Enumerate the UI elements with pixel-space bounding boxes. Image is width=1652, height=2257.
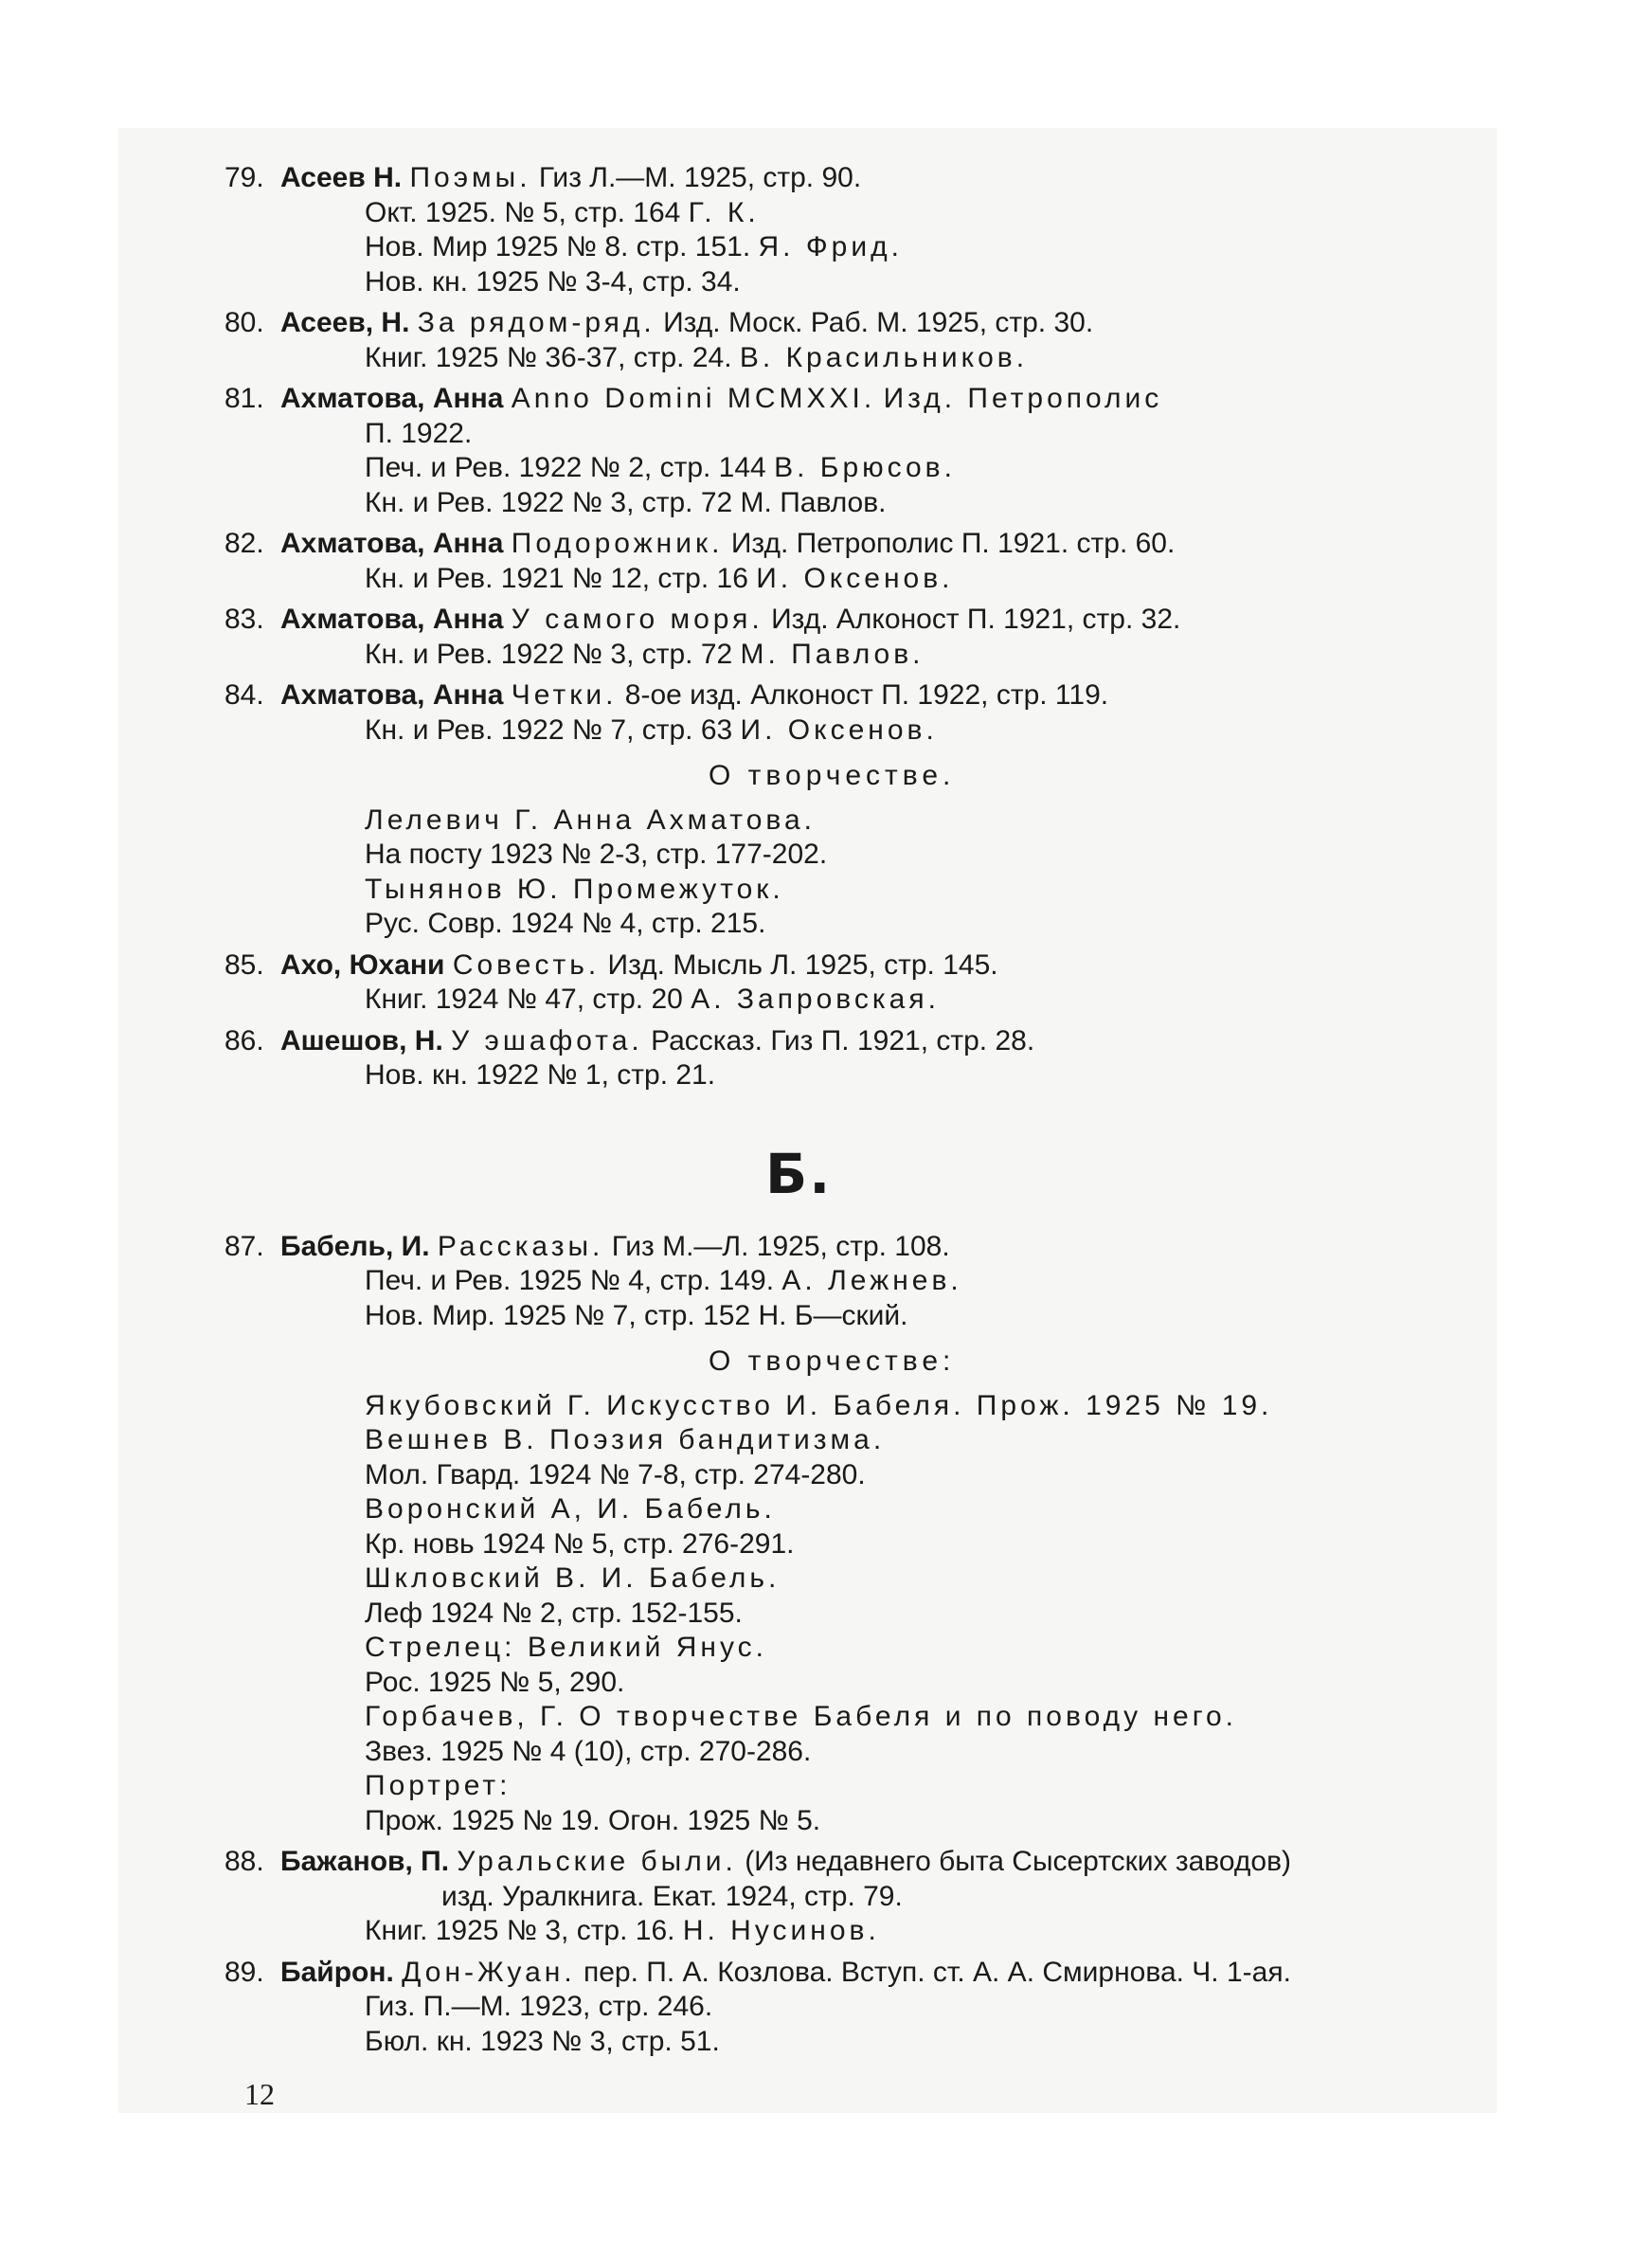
entry-continuation: Гиз. П.—М. 1923, стр. 246. xyxy=(365,1991,713,2022)
entry-84 xyxy=(0,678,1652,748)
work-line: Воронский А, И. Бабель. xyxy=(365,1493,776,1525)
entry-title: Подорожник. xyxy=(511,528,724,559)
entry-head xyxy=(0,527,1652,562)
review-line: Печ. и Рев. 1925 № 4, стр. 149. А. Лежнев. xyxy=(365,1265,962,1296)
review-line: Книг. 1924 № 47, стр. 20 А. Запровская. xyxy=(365,984,940,1015)
entry-number: 86. xyxy=(224,1024,264,1056)
entry-author: Бажанов, П. xyxy=(280,1846,450,1877)
entry-82 xyxy=(0,527,1652,596)
review-line: Книг. 1925 № 3, стр. 16. Н. Нусинов. xyxy=(365,1915,880,1946)
entry-number: 80. xyxy=(224,307,264,338)
entry-86 xyxy=(0,1024,1652,1093)
works-about-babel xyxy=(0,1389,1652,1839)
review-line: Нов. кн. 1925 № 3-4, стр. 34. xyxy=(365,265,741,298)
review-line: Кн. и Рев. 1922 № 3, стр. 72 М. Павлов. xyxy=(365,486,887,518)
entry-publication: Гиз М.—Л. 1925, стр. 108. xyxy=(611,1230,950,1262)
entry-head xyxy=(0,1230,1652,1265)
entry-author: Асеев, Н. xyxy=(280,307,410,338)
work-line: Горбачев, Г. О творчестве Бабеля и по поводу него. xyxy=(365,1701,1237,1732)
entry-number: 88. xyxy=(224,1846,264,1877)
entry-number: 89. xyxy=(224,1956,264,1988)
entry-88 xyxy=(0,1845,1652,1949)
entry-number: 81. xyxy=(224,383,264,414)
entry-title: Четки. xyxy=(511,679,618,711)
review-line: Нов. кн. 1922 № 1, стр. 21. xyxy=(365,1059,716,1091)
entry-author: Ахматова, Анна xyxy=(280,528,504,559)
entry-title: Поэмы. xyxy=(409,162,531,193)
entry-title: Дон-Жуан. xyxy=(402,1956,576,1988)
entry-head xyxy=(0,161,1652,196)
entry-head xyxy=(0,306,1652,341)
entry-number: 82. xyxy=(224,528,264,559)
entry-continuation: П. 1922. xyxy=(365,417,473,449)
review-line: Кн. и Рев. 1922 № 7, стр. 63 И. Оксенов. xyxy=(365,713,938,746)
entry-title: Anno Domini MCMXXI. xyxy=(511,383,876,414)
review-line: Кн. и Рев. 1921 № 12, стр. 16 И. Оксенов. xyxy=(365,562,954,594)
entry-publication: Изд. Алконост П. 1921, стр. 32. xyxy=(771,604,1181,635)
entry-title: Уральские были. xyxy=(457,1846,737,1877)
subsection-heading: О творчестве. xyxy=(709,760,956,791)
entry-number: 84. xyxy=(224,679,264,711)
entry-author: Асеев Н. xyxy=(280,162,403,193)
entry-author: Бабель, И. xyxy=(280,1230,430,1262)
section-letter-heading: Б. xyxy=(765,1141,833,1206)
work-line: Лелевич Г. Анна Ахматова. xyxy=(365,803,817,836)
entry-title: Совесть. xyxy=(452,948,601,981)
review-line: Книг. 1925 № 36-37, стр. 24. В. Красильников. xyxy=(365,341,1029,373)
entry-continuation: изд. Уралкнига. Екат. 1924, стр. 79. xyxy=(441,1880,903,1912)
entry-publication: Рассказ. Гиз П. 1921, стр. 28. xyxy=(651,1024,1035,1056)
work-line: Кр. новь 1924 № 5, стр. 276-291. xyxy=(365,1527,795,1560)
entry-title: За рядом-ряд. xyxy=(417,307,655,338)
work-line: Звез. 1925 № 4 (10), стр. 270-286. xyxy=(365,1735,812,1767)
work-line: Шкловский В. И. Бабель. xyxy=(365,1562,781,1594)
entry-number: 79. xyxy=(224,162,264,193)
entry-79 xyxy=(0,161,1652,299)
subsection-heading: О творчестве: xyxy=(709,1345,956,1377)
review-line: Кн. и Рев. 1922 № 3, стр. 72 М. Павлов. xyxy=(365,638,925,670)
page-number: 12 xyxy=(244,2077,275,2111)
work-line: На посту 1923 № 2-3, стр. 177-202. xyxy=(365,839,828,870)
entry-title: У самого моря. xyxy=(511,604,763,635)
entry-publication: Гиз Л.—М. 1925, стр. 90. xyxy=(538,162,862,193)
entry-head xyxy=(0,1845,1652,1880)
review-line: Печ. и Рев. 1922 № 2, стр. 144 В. Брюсов. xyxy=(365,452,956,483)
entry-83 xyxy=(0,603,1652,672)
entry-number: 85. xyxy=(224,948,264,981)
entry-title: У эшафота. xyxy=(451,1024,643,1056)
work-line: Прож. 1925 № 19. Огон. 1925 № 5. xyxy=(365,1804,821,1836)
review-line: Бюл. кн. 1923 № 3, стр. 51. xyxy=(365,2025,720,2057)
work-line: Леф 1924 № 2, стр. 152-155. xyxy=(365,1597,743,1629)
work-line: Рос. 1925 № 5, 290. xyxy=(365,1666,625,1698)
bibliography-list xyxy=(0,161,1652,2066)
review-line: Нов. Мир 1925 № 8. стр. 151. Я. Фрид. xyxy=(365,231,903,262)
entry-publication: пер. П. А. Козлова. Вступ. ст. А. А. Смирнова. Ч. 1-ая. xyxy=(584,1956,1291,1988)
entry-head xyxy=(0,1956,1652,1991)
entry-number: 87. xyxy=(224,1230,264,1262)
entry-author: Ахматова, Анна xyxy=(280,679,504,711)
entry-publication: Изд. Моск. Раб. М. 1925, стр. 30. xyxy=(663,307,1094,338)
work-line: Вешнев В. Поэзия бандитизма. xyxy=(365,1424,886,1455)
entry-head xyxy=(0,948,1652,984)
entry-publication: Изд. Петрополис xyxy=(883,383,1163,414)
work-line: Стрелец: Великий Янус. xyxy=(365,1632,767,1663)
entry-publication: 8-ое изд. Алконост П. 1922, стр. 119. xyxy=(624,679,1109,711)
entry-85 xyxy=(0,948,1652,1018)
work-line: Рус. Совр. 1924 № 4, стр. 215. xyxy=(365,908,766,939)
entry-head xyxy=(0,382,1652,417)
entry-publication: (Из недавнего быта Сысертских заводов) xyxy=(745,1846,1292,1877)
entry-publication: Изд. Петрополис П. 1921. стр. 60. xyxy=(730,528,1176,559)
entry-author: Ахо, Юхани xyxy=(280,948,445,981)
work-line: Мол. Гвард. 1924 № 7-8, стр. 274-280. xyxy=(365,1458,866,1490)
entry-author: Ахматова, Анна xyxy=(280,604,504,635)
entry-title: Рассказы. xyxy=(437,1230,604,1262)
work-line: Портрет: xyxy=(365,1770,512,1801)
review-line: Окт. 1925. № 5, стр. 164 Г. К. xyxy=(365,196,760,228)
entry-head xyxy=(0,603,1652,638)
entry-87 xyxy=(0,1230,1652,1334)
entry-81 xyxy=(0,382,1652,520)
works-about-akhmatova xyxy=(0,803,1652,942)
review-line: Нов. Мир. 1925 № 7, стр. 152 Н. Б—ский. xyxy=(365,1299,908,1331)
entry-80 xyxy=(0,306,1652,375)
entry-author: Ашешов, Н. xyxy=(280,1024,443,1056)
entry-89 xyxy=(0,1956,1652,2060)
entry-head xyxy=(0,678,1652,713)
work-line: Тынянов Ю. Промежуток. xyxy=(365,873,784,905)
entry-author: Ахматова, Анна xyxy=(280,383,504,414)
entry-publication: Изд. Мысль Л. 1925, стр. 145. xyxy=(607,948,998,981)
entry-number: 83. xyxy=(224,604,264,635)
work-line: Якубовский Г. Искусство И. Бабеля. Прож. 1925 № 19. xyxy=(365,1389,1273,1421)
entry-author: Байрон. xyxy=(280,1956,394,1988)
entry-head xyxy=(0,1024,1652,1059)
